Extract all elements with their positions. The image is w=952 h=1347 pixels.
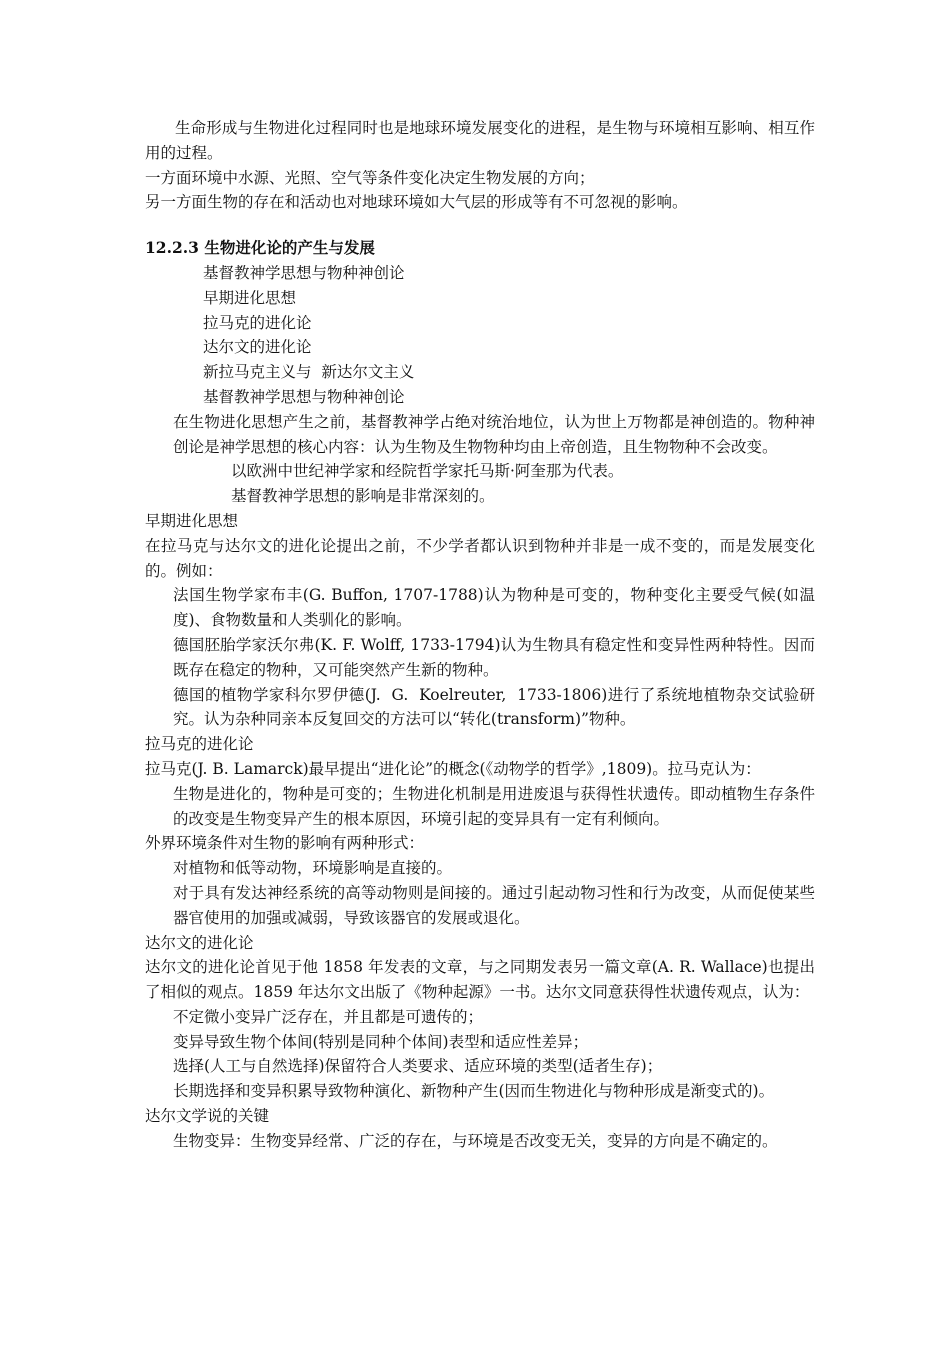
darwin-title: 达尔文的进化论	[145, 933, 254, 952]
creationism-paragraph-2: 以欧洲中世纪神学家和经院哲学家托马斯·阿奎那为代表。	[231, 462, 624, 481]
wolff-paragraph: 德国胚胎学家沃尔弗(K. F. Wolff, 1733-1794)认为生物具有稳定性和变异性两种特性。因而既存在稳定的物种，又可能突然产生新的物种。	[173, 635, 815, 679]
intro-paragraph-3: 另一方面生物的存在和活动也对地球环境如大气层的形成等有不可忽视的影响。	[145, 193, 688, 212]
lamarck-paragraph-5: 对于具有发达神经系统的高等动物则是间接的。通过引起动物习性和行为改变，从而促使某些器官使用的加强或减弱，导致该器官的发展或退化。	[173, 883, 815, 927]
darwin-paragraph-1: 达尔文的进化论首见于他 1858 年发表的文章，与之同期发表另一篇文章(A. R. Wallace)也提出了相似的观点。1859 年达尔文出版了《物种起源》一书。达尔文同意获得性状遗传观点，认为：	[145, 958, 815, 1002]
creationism-paragraph-1: 在生物进化思想产生之前，基督教神学占绝对统治地位，认为世上万物都是神创造的。物种神创论是神学思想的核心内容：认为生物及生物物种均由上帝创造，且生物物种不会改变。	[173, 412, 815, 456]
darwin-paragraph-5: 长期选择和变异积累导致物种演化、新物种产生(因而生物进化与物种形成是渐变式的)。	[173, 1082, 775, 1101]
outline-item: 基督教神学思想与物种神创论	[203, 263, 405, 282]
early-evolution-paragraph-1: 在拉马克与达尔文的进化论提出之前，不少学者都认识到物种并非是一成不变的，而是发展变化的。例如：	[145, 536, 815, 580]
lamarck-paragraph-2: 生物是进化的，物种是可变的；生物进化机制是用进废退与获得性状遗传。即动植物生存条件的改变是生物变异产生的根本原因，环境引起的变异具有一定有利倾向。	[173, 784, 815, 828]
document-page	[145, 116, 815, 1154]
creationism-paragraph-3: 基督教神学思想的影响是非常深刻的。	[231, 487, 495, 506]
outline-item: 新拉马克主义与 新达尔文主义	[203, 363, 415, 382]
darwin-paragraph-6: 生物变异：生物变异经常、广泛的存在，与环境是否改变无关，变异的方向是不确定的。	[173, 1131, 778, 1150]
intro-paragraph-2: 一方面环境中水源、光照、空气等条件变化决定生物发展的方向；	[145, 168, 595, 187]
darwin-key-title: 达尔文学说的关键	[145, 1107, 270, 1126]
intro-paragraph-1: 生命形成与生物进化过程同时也是地球环境发展变化的进程，是生物与环境相互影响、相互作用的过程。	[145, 119, 815, 162]
darwin-paragraph-2: 不定微小变异广泛存在，并且都是可遗传的；	[173, 1007, 484, 1026]
section-outline	[145, 261, 815, 410]
buffon-paragraph: 法国生物学家布丰(G. Buffon, 1707-1788)认为物种是可变的，物种变化主要受气候(如温度)、食物数量和人类驯化的影响。	[173, 586, 815, 630]
darwin-paragraph-4: 选择(人工与自然选择)保留符合人类要求、适应环境的类型(适者生存)；	[173, 1057, 663, 1076]
early-evolution-title: 早期进化思想	[145, 511, 239, 530]
lamarck-paragraph-3: 外界环境条件对生物的影响有两种形式：	[145, 834, 425, 853]
lamarck-title: 拉马克的进化论	[145, 735, 254, 754]
lamarck-paragraph-4: 对植物和低等动物，环境影响是直接的。	[173, 859, 453, 878]
outline-item: 拉马克的进化论	[203, 313, 312, 332]
outline-item: 基督教神学思想与物种神创论	[203, 387, 405, 406]
lamarck-paragraph-1: 拉马克(J. B. Lamarck)最早提出“进化论”的概念(《动物学的哲学》,1809)。拉马克认为：	[145, 759, 761, 778]
koelreuter-paragraph: 德国的植物学家科尔罗伊德(J. G. Koelreuter, 1733-1806)进行了系统地植物杂交试验研究。认为杂种同亲本反复回交的方法可以“转化(transform)”物种。	[173, 685, 815, 729]
section-heading: 12.2.3 生物进化论的产生与发展	[145, 238, 375, 258]
darwin-paragraph-3: 变异导致生物个体间(特别是同种个体间)表型和适应性差异；	[173, 1032, 589, 1051]
outline-item: 早期进化思想	[203, 288, 297, 307]
outline-item: 达尔文的进化论	[203, 338, 312, 357]
